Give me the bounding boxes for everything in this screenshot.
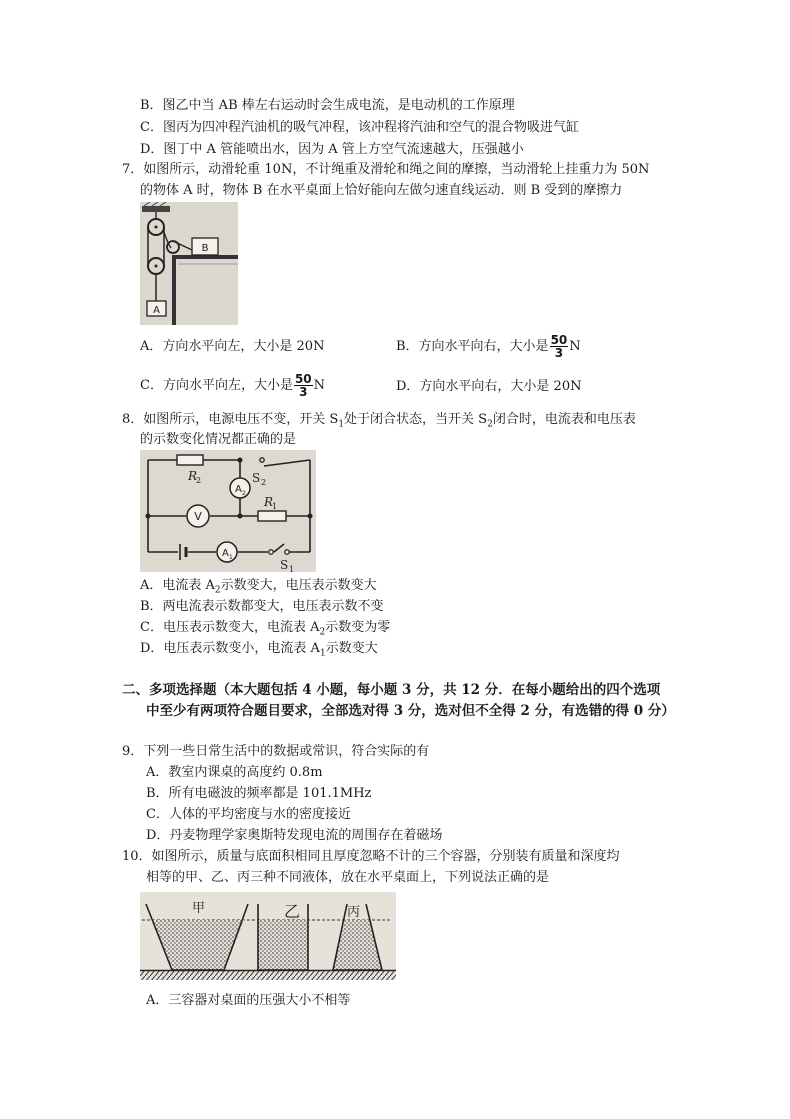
r1-subscript: 1 <box>272 502 278 511</box>
containers-figure <box>140 892 396 980</box>
fraction-numerator: 50 <box>294 372 312 386</box>
q7-option-b <box>396 331 581 363</box>
q8-option-d-text-2: 示数变大 <box>325 641 378 656</box>
subscript: 1 <box>319 648 326 659</box>
q8-stem-text-2: 处于闭合状态，当开关 S <box>344 412 488 427</box>
q7-stem-line1: 7．如图所示，动滑轮重 10N，不计绳重及滑轮和绳之间的摩擦，当动滑轮上挂重力为 50N <box>122 162 650 177</box>
q7-option-b-text: B．方向水平向右，大小是 <box>396 339 549 354</box>
subscript: 2 <box>214 585 221 596</box>
fraction <box>550 334 569 359</box>
q8-option-c-text-2: 示数变为零 <box>325 620 391 635</box>
q7-stem-line2: 的物体 A 时，物体 B 在水平桌面上恰好能向左做匀速直线运动．则 B 受到的摩擦力 <box>140 183 623 198</box>
q9-option-d: D．丹麦物理学家奥斯特发现电流的周围存在着磁场 <box>146 828 443 843</box>
q8-option-b: B．两电流表示数都变大，电压表示数不变 <box>140 599 384 614</box>
q8-option-a-text-1: A．电流表 A <box>140 578 215 593</box>
label-yi: 乙 <box>284 902 301 921</box>
q6-option-d: D．图丁中 A 管能喷出水，因为 A 管上方空气流速越大，压强越小 <box>140 142 524 157</box>
q9-option-b: B．所有电磁波的频率都是 101.1MHz <box>146 786 372 801</box>
q8-option-c <box>140 619 390 642</box>
q6-option-c: C．图丙为四冲程汽油机的吸气冲程，该冲程将汽油和空气的混合物吸进气缸 <box>140 120 579 135</box>
label-bing: 丙 <box>347 905 361 920</box>
q9-option-c: C．人体的平均密度与水的密度接近 <box>146 807 351 822</box>
fraction <box>294 373 313 398</box>
q6-option-b: B．图乙中当 AB 棒左右运动时会生成电流，是电动机的工作原理 <box>140 98 515 113</box>
q7-option-c-text: C．方向水平向左，大小是 <box>140 378 293 393</box>
subscript: 1 <box>338 419 345 430</box>
a2-label: A <box>235 484 242 495</box>
q10-option-a: A．三容器对桌面的压强大小不相等 <box>146 993 351 1008</box>
block-b-label: B <box>201 243 209 254</box>
label-jia: 甲 <box>192 901 206 916</box>
s1-label: S <box>280 558 289 572</box>
a1-subscript: 1 <box>229 554 233 561</box>
subscript: 2 <box>319 627 326 638</box>
q8-option-a <box>140 577 377 600</box>
q7-option-a: A．方向水平向左，大小是 20N <box>140 339 325 354</box>
q8-option-c-text-1: C．电压表示数变大，电流表 A <box>140 620 320 635</box>
fraction-numerator: 50 <box>550 333 568 347</box>
s2-subscript: 2 <box>261 478 267 487</box>
unit: N <box>569 339 581 354</box>
r2-subscript: 2 <box>196 476 202 485</box>
q8-option-a-text-2: 示数变大，电压表示数变大 <box>220 578 377 593</box>
r2-label: R <box>188 469 198 483</box>
section-heading-line2: 中至少有两项符合题目要求，全部选对得 3 分，选对但不全得 2 分，有选错的得 0 分） <box>146 703 675 719</box>
q8-option-d-text-1: D．电压表示数变小，电流表 A <box>140 641 320 656</box>
fraction-denominator: 3 <box>554 346 564 360</box>
q8-stem-text-1: 8．如图所示，电源电压不变，开关 S <box>122 412 339 427</box>
q8-option-d <box>140 640 378 663</box>
pulley-figure <box>140 202 238 325</box>
s2-label: S <box>252 471 261 485</box>
s1-subscript: 1 <box>289 565 295 572</box>
fraction-denominator: 3 <box>299 385 308 399</box>
subscript: 2 <box>487 419 493 430</box>
q7-option-c <box>140 370 325 402</box>
circuit-figure <box>140 450 316 572</box>
a1-label: A <box>222 548 229 559</box>
q9-stem: 9．下列一些日常生活中的数据或常识，符合实际的有 <box>122 744 430 759</box>
q10-stem-line2: 相等的甲、乙、丙三种不同液体，放在水平桌面上，下列说法正确的是 <box>146 870 550 885</box>
section-heading-line1: 二、多项选择题（本大题包括 4 小题，每小题 3 分，共 12 分．在每小题给出的四个选项 <box>122 682 661 698</box>
voltmeter-label: V <box>194 510 202 523</box>
q7-option-d: D．方向水平向右，大小是 20N <box>396 379 582 394</box>
q8-stem-line2: 的示数变化情况都正确的是 <box>140 432 297 447</box>
q10-stem-line1: 10．如图所示，质量与底面积相同且厚度忽略不计的三个容器，分别装有质量和深度均 <box>122 849 620 864</box>
unit: N <box>313 378 326 393</box>
q9-option-a: A．教室内课桌的高度约 0.8m <box>146 765 323 780</box>
r1-label: R <box>264 495 274 509</box>
block-a-label: A <box>153 305 160 316</box>
q8-stem-text-3: 闭合时，电流表和电压表 <box>492 412 636 427</box>
a2-subscript: 2 <box>242 490 246 497</box>
